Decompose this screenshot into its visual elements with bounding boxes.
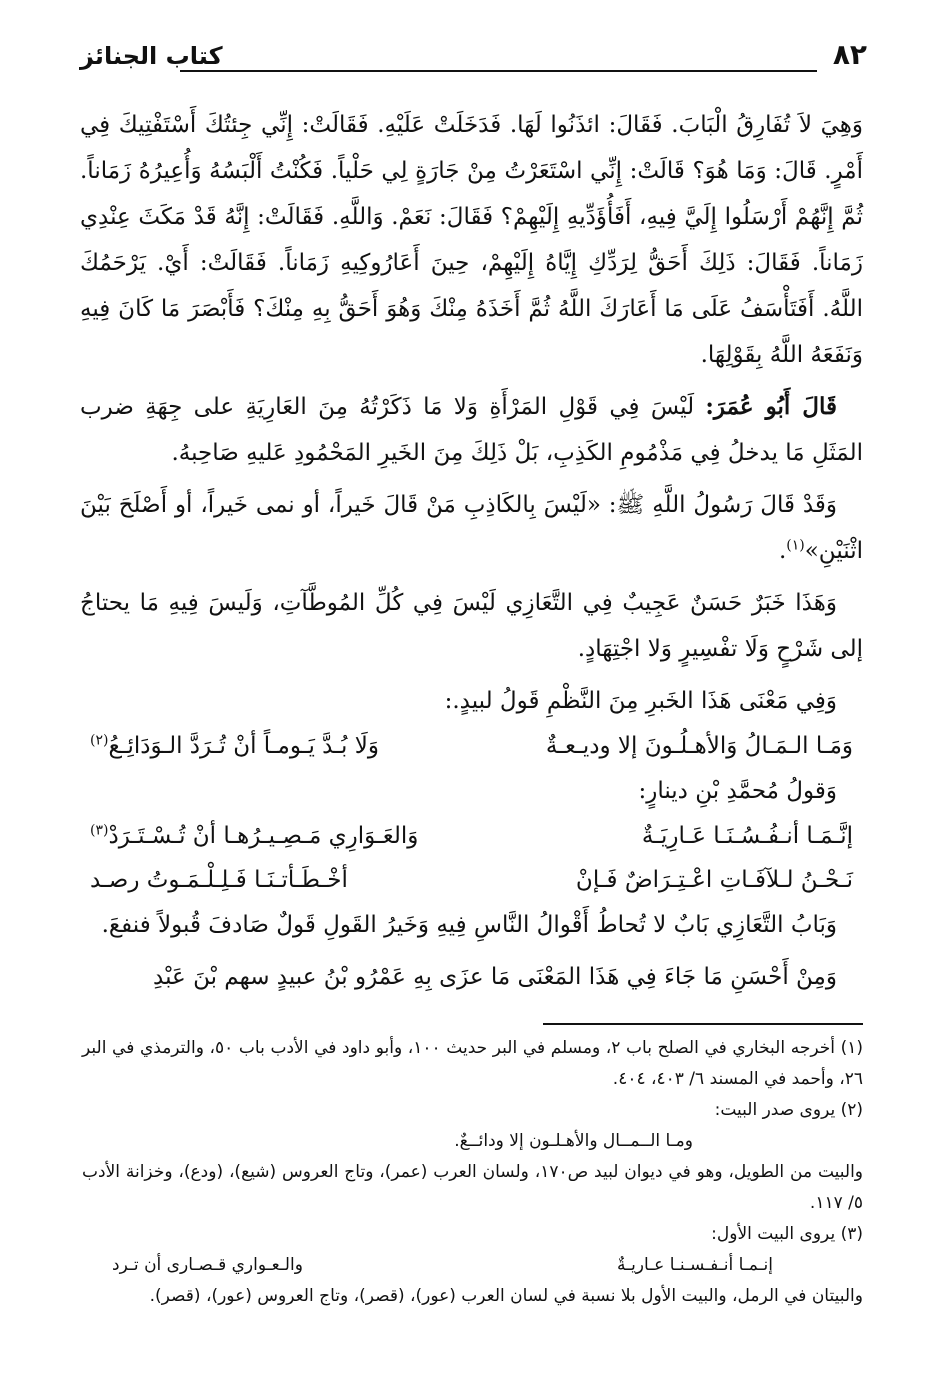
- footnote-1: (١) أخرجه البخاري في الصلح باب ٢، ومسلم في البر حديث ١٠٠، وأبو داود في الأدب باب ٥٠، والترمذي في البر ٢٦، وأحمد في المسند ٦/ ٤٠٣، ٤٠٤.: [82, 1038, 863, 1089]
- paragraph-abu-umar: [80, 384, 863, 476]
- hadith-text: وَقَدْ قَالَ رَسُولُ اللَّهِ ﷺ: «لَيْسَ بِالكَاذِبِ مَنْ قَالَ خَيراً، أو نمى خَيراً، أو أَصْلَحَ بَيْنَ اثْنَيْنِ»: [80, 492, 863, 564]
- verse-2-first-hemistich: إنَّـمَـا أنـفُـسُـنَـا عَـارِيَـةٌ: [641, 823, 853, 849]
- book-title: كتاب الجنائز: [80, 42, 223, 70]
- page-number: ٨٢: [832, 38, 867, 71]
- footnote-2-intro: (٢) يروى صدر البيت:: [714, 1100, 863, 1120]
- footnote-ref-2[interactable]: (٢): [90, 732, 109, 749]
- verse-line-2: [80, 814, 863, 858]
- footnotes: [82, 1033, 863, 1312]
- verse-3-first-hemistich: نَـحْـنُ لـلآفَـاتِ اعْـتِـرَاضٌ فَـإنْ: [575, 867, 853, 893]
- footnote-2-verse-text: ومـا الــمــال والأهـلـون إلا ودائــعٌ.: [454, 1131, 693, 1151]
- footnote-3-verse-second: والـعـواري قـصـارى أن تـرد: [112, 1255, 303, 1275]
- verse-2-second-hemistich: [80, 814, 418, 858]
- paragraph-last: وَمِنْ أَحْسَنِ مَا جَاءَ فِي هَذَا المَعْنَى مَا عزَى بِهِ عَمْرُو بْنُ عبيدٍ سهم بْنَ عَبْدِ: [153, 964, 837, 990]
- verse-2-second-text: وَالعَـوَارِي مَـصِـيـرُهـا أنْ تُـسْـتَـرَدْ: [108, 823, 419, 849]
- footnote-ref-3[interactable]: (٣): [90, 822, 109, 839]
- footnote-2-text: والبيت من الطويل، وهو في ديوان لبيد ص١٧٠، ولسان العرب (عمر)، وتاج العروس (شيع)، (ودع)، وخزانة الأدب ٥/ ١١٧.: [82, 1162, 864, 1213]
- paragraph-comment: وَهَذَا خَبَرٌ حَسَنٌ عَجِيبٌ فِي التَّعَازِي لَيْسَ فِي كُلِّ المُوطَّآتِ، وَلَيسَ فِيهِ مَا يحتاجُ إلى شَرْحٍ وَلَا تفْسِيرٍ وَلا اجْتِهَادٍ.: [80, 590, 863, 662]
- footnote-3-text: والبيتان في الرمل، والبيت الأول بلا نسبة في لسان العرب (عور)، (قصر)، وتاج العروس (عور)، (قصر).: [149, 1286, 863, 1306]
- footnote-3-verse: [82, 1250, 863, 1281]
- speaker-label: قَالَ أَبُو عُمَرَ:: [705, 393, 837, 420]
- verse-3-second-hemistich: أخْـطَـأتـنَـا فَـلِـلْـمَـوتُ رصـد: [90, 867, 348, 893]
- page-header: [80, 38, 867, 78]
- paragraph-abu-umar-text: لَيْسَ فِي قَوْلِ المَرْأَةِ وَلا مَا ذَكَرْتُهُ مِنَ العَارِيَةِ على جِهَةِ ضرب المَثَلِ مَا يدخلُ فِي مَذْمُومِ الكَذِبِ، بَلْ ذَلِكَ مِنَ الخَيرِ المَحْمُودِ عَليهِ صَاحِبهُ.: [80, 394, 863, 466]
- paragraph-verse-intro-2: وَقولُ مُحمَّدِ بْنِ دينارٍ:: [638, 778, 837, 804]
- footnote-2-verse: [82, 1126, 863, 1157]
- footnote-rule: [543, 1023, 863, 1025]
- paragraph-condolence: وَبَابُ التَّعَازِي بَابٌ لا تُحاطُ أَقْوالُ النَّاسِ فِيهِ وَخَيرُ القَولِ قَولٌ صَادفَ قُبولاً فنفعَ.: [101, 912, 837, 938]
- header-rule: [180, 70, 817, 72]
- footnote-ref-1[interactable]: (١): [786, 537, 805, 554]
- paragraph-verse-intro-1: وَفِي مَعْنَى هَذَا الخَبرِ مِنَ النَّظْمِ قَولُ لبيدٍ.:: [444, 688, 837, 714]
- paragraph-hadith: [80, 482, 863, 574]
- verse-1-second-text: وَلَا بُـدَّ يَـومـاً أنْ تُـرَدَّ الـوَدَائِـعُ: [108, 733, 379, 759]
- footnote-3-intro: (٣) يروى البيت الأول:: [711, 1224, 863, 1244]
- verse-1-second-hemistich: [80, 724, 379, 768]
- verse-1-first-hemistich: وَمَـا الـمَـالُ وَالأهـلُـونَ إلا وديـعـةٌ: [545, 733, 853, 759]
- verse-line-3: [80, 858, 863, 902]
- main-text: [80, 102, 863, 1000]
- paragraph-story: وَهِيَ لاَ تُفَارِقُ الْبَابَ. فَقَالَ: ائذَنُوا لَهَا. فَدَخَلَتْ عَلَيْهِ. فَقَالَتْ: إِنِّي جِئتُكَ أَسْتَفْتِيكَ فِي أَمْرٍ. قَالَ: وَمَا هُوَ؟ قَالَتْ: إِنِّي اسْتَعَرْتُ مِنْ جَارَةٍ لِي حَلْياً. فَكُنْتُ أَلْبَسُهُ وَأُعِيرُهُ زَمَاناً. ثُمَّ إِنَّهُمْ أَرْسَلُوا إِلَيَّ فِيهِ، أَفَأُؤَدِّيهِ إِلَيْهِمْ؟ فَقَالَ: نَعَمْ. وَاللَّهِ. فَقَالَتْ: إِنَّهُ قَدْ مَكَثَ عِنْدِي زَمَاناً. فَقَالَ: ذَلِكَ أَحَقُّ لِرَدِّكِ إِيَّاهُ إِلَيْهِمْ، حِينَ أَعَارُوكِيهِ زَمَاناً. فَقَالَتْ: أَيْ. يَرْحَمُكَ اللَّهُ. أَفَتَأْسَفُ عَلَى مَا أَعَارَكَ اللَّهُ ثُمَّ أَخَذَهُ مِنْكَ وَهُوَ أَحَقُّ بِهِ مِنْكَ؟ فَأَبْصَرَ مَا كَانَ فِيهِ وَنَفَعَهُ اللَّهُ بِقَوْلِهَا.: [80, 112, 863, 368]
- footnote-3-verse-first: إنـمـا أنـفـسـنـا عـاريـةٌ: [616, 1255, 773, 1275]
- verse-line-1: [80, 724, 863, 768]
- hadith-end: .: [778, 538, 787, 564]
